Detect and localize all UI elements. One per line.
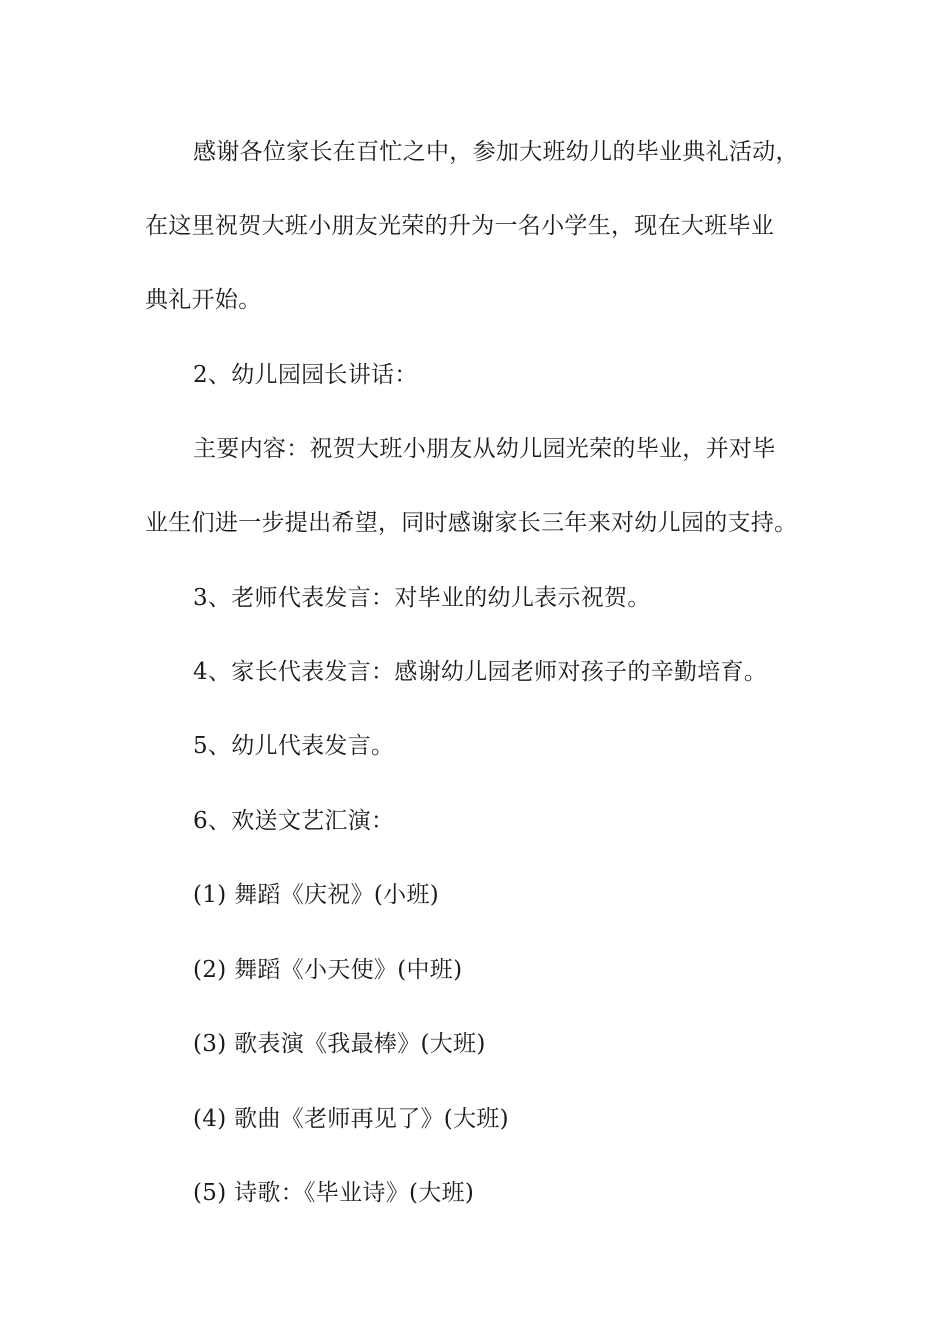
section-heading: 4、家长代表发言：感谢幼儿园老师对孩子的辛勤培育。: [193, 659, 768, 685]
paragraph-line: 业生们进一步提出希望，同时感谢家长三年来对幼儿园的支持。: [145, 510, 798, 536]
paragraph-line: 在这里祝贺大班小朋友光荣的升为一名小学生，现在大班毕业: [145, 213, 775, 239]
paragraph-line: 感谢各位家长在百忙之中，参加大班幼儿的毕业典礼活动，: [193, 139, 799, 165]
section-heading: 6、欢送文艺汇演：: [193, 808, 395, 834]
section-heading: 5、幼儿代表发言。: [193, 733, 395, 759]
list-item: (4) 歌曲《老师再见了》(大班): [193, 1106, 509, 1132]
list-item: (3) 歌表演《我最棒》(大班): [193, 1031, 486, 1057]
paragraph-line: 主要内容：祝贺大班小朋友从幼儿园光荣的毕业，并对毕: [193, 436, 776, 462]
list-item: (1) 舞蹈《庆祝》(小班): [193, 882, 440, 908]
section-heading: 3、老师代表发言：对毕业的幼儿表示祝贺。: [193, 585, 651, 611]
section-heading: 2、幼儿园园长讲话：: [193, 362, 418, 388]
paragraph-line: 典礼开始。: [145, 287, 262, 313]
list-item: (2) 舞蹈《小天使》(中班): [193, 957, 463, 983]
list-item: (5) 诗歌：《毕业诗》(大班): [193, 1180, 475, 1206]
